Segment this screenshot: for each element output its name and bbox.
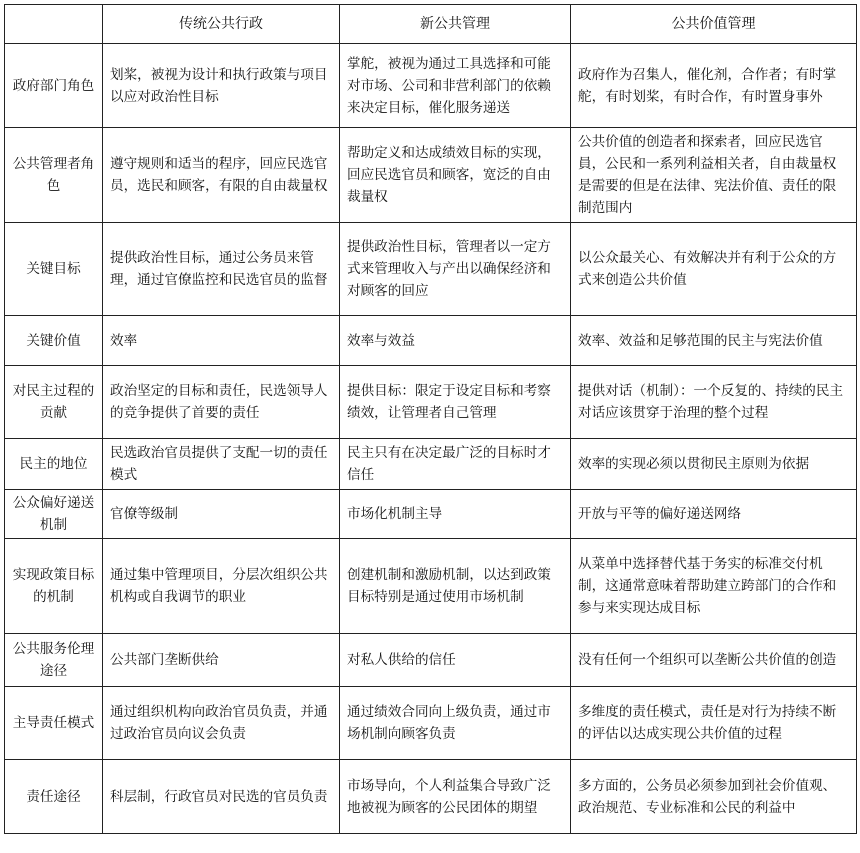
- row-label: 民主的地位: [5, 439, 103, 490]
- table-row: [5, 687, 857, 760]
- row-label: 公共服务伦理途径: [5, 634, 103, 687]
- row-label: 公共管理者角色: [5, 128, 103, 223]
- table-row: [5, 128, 857, 223]
- cell-traditional: 民选政治官员提供了支配一切的责任模式: [103, 439, 340, 490]
- table-row: [5, 439, 857, 490]
- cell-new-public-management: 提供目标：限定于设定目标和考察绩效，让管理者自己管理: [340, 366, 571, 439]
- cell-new-public-management: 帮助定义和达成绩效目标的实现，回应民选官员和顾客，宽泛的自由裁量权: [340, 128, 571, 223]
- cell-traditional: 科层制，行政官员对民选的官员负责: [103, 760, 340, 834]
- table-row: [5, 634, 857, 687]
- table-row: [5, 44, 857, 128]
- cell-new-public-management: 对私人供给的信任: [340, 634, 571, 687]
- cell-public-value: 以公众最关心、有效解决并有利于公众的方式来创造公共价值: [571, 223, 857, 316]
- cell-public-value: 没有任何一个组织可以垄断公共价值的创造: [571, 634, 857, 687]
- cell-public-value: 多维度的责任模式，责任是对行为持续不断的评估以达成实现公共价值的过程: [571, 687, 857, 760]
- cell-traditional: 通过集中管理项目，分层次组织公共机构或自我调节的职业: [103, 539, 340, 634]
- header-corner: [5, 5, 103, 44]
- cell-public-value: 效率的实现必须以贯彻民主原则为依据: [571, 439, 857, 490]
- cell-public-value: 公共价值的创造者和探索者，回应民选官員，公民和一系列利益相关者，自由裁量权是需要的但是在法律、宪法价值、责任的限制范围内: [571, 128, 857, 223]
- cell-public-value: 效率、效益和足够范围的民主与宪法价值: [571, 316, 857, 366]
- cell-new-public-management: 提供政治性目标，管理者以一定方式来管理收入与产出以确保经济和对顾客的回应: [340, 223, 571, 316]
- row-label: 关键目标: [5, 223, 103, 316]
- table-row: [5, 223, 857, 316]
- cell-new-public-management: 创建机制和激励机制，以达到政策目标特别是通过使用市场机制: [340, 539, 571, 634]
- header-traditional-public-administration: 传统公共行政: [103, 5, 340, 44]
- row-label: 对民主过程的贡献: [5, 366, 103, 439]
- row-label: 关键价值: [5, 316, 103, 366]
- cell-public-value: 提供对话（机制）：一个反复的、持续的民主对话应该贯穿于治理的整个过程: [571, 366, 857, 439]
- cell-traditional: 效率: [103, 316, 340, 366]
- cell-traditional: 通过组织机构向政治官员负责，并通过政治官员向议会负责: [103, 687, 340, 760]
- cell-public-value: 从菜单中选择替代基于务实的标准交付机制，这通常意味着帮助建立跨部门的合作和参与来实现达成目标: [571, 539, 857, 634]
- row-label: 公众偏好递送机制: [5, 490, 103, 539]
- header-public-value-management: 公共价值管理: [571, 5, 857, 44]
- cell-new-public-management: 效率与效益: [340, 316, 571, 366]
- comparison-table: [4, 4, 857, 834]
- cell-public-value: 多方面的，公务员必须参加到社会价值观、政治规范、专业标准和公民的利益中: [571, 760, 857, 834]
- cell-new-public-management: 市场导向，个人利益集合导致广泛地被视为顾客的公民团体的期望: [340, 760, 571, 834]
- cell-new-public-management: 通过绩效合同向上级负责，通过市场机制向顾客负责: [340, 687, 571, 760]
- table-row: [5, 760, 857, 834]
- cell-public-value: 开放与平等的偏好递送网络: [571, 490, 857, 539]
- row-label: 主导责任模式: [5, 687, 103, 760]
- header-new-public-management: 新公共管理: [340, 5, 571, 44]
- cell-new-public-management: 市场化机制主导: [340, 490, 571, 539]
- table-row: [5, 316, 857, 366]
- table-row: [5, 539, 857, 634]
- cell-traditional: 遵守规则和适当的程序，回应民选官员，选民和顾客，有限的自由裁量权: [103, 128, 340, 223]
- row-label: 实现政策目标的机制: [5, 539, 103, 634]
- header-row: [5, 5, 857, 44]
- cell-traditional: 公共部门垄断供给: [103, 634, 340, 687]
- cell-new-public-management: 掌舵，被视为通过工具选择和可能对市场、公司和非营利部门的依赖来决定目标，催化服务递送: [340, 44, 571, 128]
- cell-public-value: 政府作为召集人，催化剂，合作者；有时掌舵，有时划桨，有时合作，有时置身事外: [571, 44, 857, 128]
- row-label: 政府部门角色: [5, 44, 103, 128]
- cell-new-public-management: 民主只有在决定最广泛的目标时才信任: [340, 439, 571, 490]
- row-label: 责任途径: [5, 760, 103, 834]
- cell-traditional: 提供政治性目标，通过公务员来管理，通过官僚监控和民选官员的监督: [103, 223, 340, 316]
- cell-traditional: 政治坚定的目标和责任，民选领导人的竞争提供了首要的责任: [103, 366, 340, 439]
- cell-traditional: 官僚等级制: [103, 490, 340, 539]
- cell-traditional: 划桨，被视为设计和执行政策与项目以应对政治性目标: [103, 44, 340, 128]
- document-page: [4, 4, 857, 834]
- table-row: [5, 490, 857, 539]
- table-row: [5, 366, 857, 439]
